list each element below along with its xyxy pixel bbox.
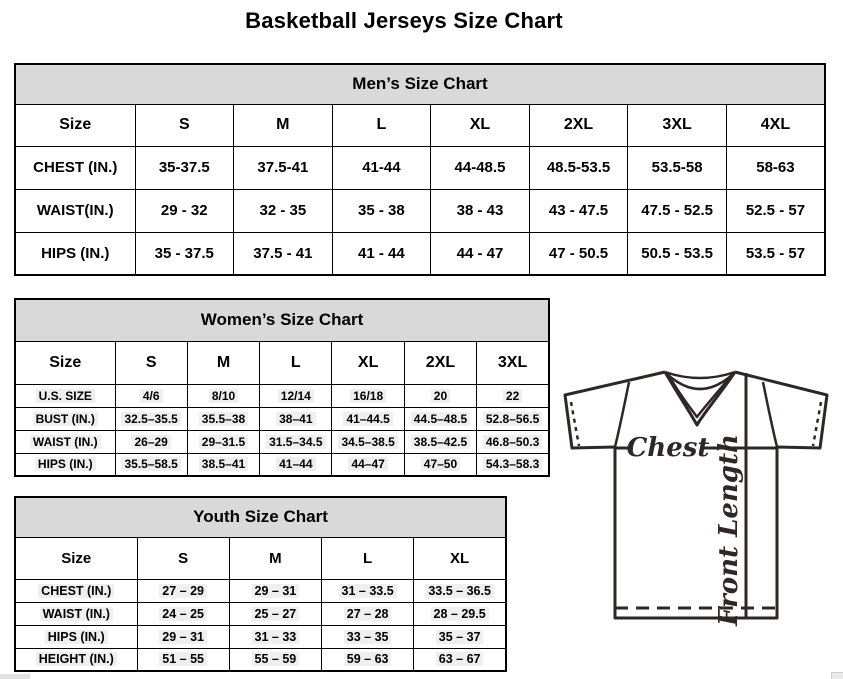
table-cell: 52.5 - 57	[726, 189, 825, 232]
cell-value: 29 – 31	[252, 584, 300, 598]
table-cell	[477, 430, 549, 453]
table-cell	[229, 579, 321, 602]
cell-value: 44–47	[348, 457, 387, 471]
cell-value: 41–44.5	[343, 412, 392, 426]
row-header: WAIST(IN.)	[15, 189, 135, 232]
table-cell	[187, 453, 259, 476]
collar-back-arc	[665, 372, 735, 378]
womens-size-chart-table	[14, 298, 550, 477]
table-cell: 37.5-41	[234, 146, 333, 189]
table-cell	[229, 625, 321, 648]
table-cell: 50.5 - 53.5	[628, 232, 727, 275]
table-cell: 35-37.5	[135, 146, 234, 189]
cell-value: 34.5–38.5	[338, 435, 397, 449]
row-header	[15, 407, 115, 430]
table-cell	[322, 625, 414, 648]
column-header: M	[234, 104, 333, 146]
row-header-label: WAIST (IN.)	[30, 435, 101, 449]
table-cell	[332, 384, 404, 407]
youth-table-title: Youth Size Chart	[15, 497, 506, 537]
table-cell	[477, 453, 549, 476]
row-header-label: HEIGHT (IN.)	[36, 652, 117, 666]
table-cell	[322, 602, 414, 625]
cell-value: 52.8–56.5	[483, 412, 542, 426]
column-header: XL	[414, 537, 506, 579]
column-header: 2XL	[529, 104, 628, 146]
table-cell	[260, 407, 332, 430]
row-header-label: CHEST (IN.)	[38, 584, 114, 598]
cell-value: 32.5–35.5	[121, 412, 180, 426]
table-cell: 37.5 - 41	[234, 232, 333, 275]
table-cell	[404, 453, 476, 476]
womens-table	[14, 298, 550, 477]
column-header: 3XL	[628, 104, 727, 146]
mens-size-chart-table	[14, 63, 826, 276]
cropped-edge-artifact	[831, 672, 843, 679]
cell-value: 16/18	[350, 389, 386, 403]
youth-size-chart-table	[14, 496, 507, 672]
column-header: L	[322, 537, 414, 579]
column-header: L	[260, 341, 332, 384]
table-cell	[137, 648, 229, 671]
cell-value: 22	[503, 389, 522, 403]
mens-table-title: Men’s Size Chart	[15, 64, 825, 104]
cell-value: 38.5–41	[199, 457, 248, 471]
column-header: 2XL	[404, 341, 476, 384]
cell-value: 24 – 25	[159, 607, 207, 621]
row-header	[15, 384, 115, 407]
column-header: XL	[332, 341, 404, 384]
cell-value: 55 – 59	[252, 652, 300, 666]
cell-value: 35 – 37	[436, 630, 484, 644]
row-header-label: BUST (IN.)	[33, 412, 98, 426]
table-cell: 43 - 47.5	[529, 189, 628, 232]
table-row	[15, 453, 549, 476]
column-header: S	[137, 537, 229, 579]
cell-value: 8/10	[209, 389, 238, 403]
table-cell: 29 - 32	[135, 189, 234, 232]
cell-value: 27 – 28	[344, 607, 392, 621]
cell-value: 63 – 67	[436, 652, 484, 666]
table-cell: 53.5-58	[628, 146, 727, 189]
table-row	[15, 602, 506, 625]
front-length-label: Front Length	[714, 434, 744, 626]
table-cell	[115, 384, 187, 407]
row-header: HIPS (IN.)	[15, 232, 135, 275]
table-cell	[137, 602, 229, 625]
table-row	[15, 625, 506, 648]
column-header: Size	[15, 537, 137, 579]
row-header	[15, 602, 137, 625]
cell-value: 51 – 55	[159, 652, 207, 666]
table-cell: 35 - 38	[332, 189, 431, 232]
cropped-edge-artifact	[0, 674, 30, 679]
table-row	[15, 384, 549, 407]
table-cell: 58-63	[726, 146, 825, 189]
table-cell: 48.5-53.5	[529, 146, 628, 189]
table-row	[15, 430, 549, 453]
table-cell: 47 - 50.5	[529, 232, 628, 275]
row-header	[15, 625, 137, 648]
row-header	[15, 648, 137, 671]
cell-value: 38–41	[276, 412, 315, 426]
cell-value: 33 – 35	[344, 630, 392, 644]
cell-value: 35.5–38	[199, 412, 248, 426]
table-cell: 35 - 37.5	[135, 232, 234, 275]
table-cell	[260, 384, 332, 407]
cell-value: 29 – 31	[159, 630, 207, 644]
cell-value: 26–29	[131, 435, 170, 449]
cell-value: 29–31.5	[199, 435, 248, 449]
womens-table-title: Women’s Size Chart	[15, 299, 549, 341]
row-header-label: WAIST (IN.)	[40, 607, 113, 621]
column-header: Size	[15, 104, 135, 146]
table-cell	[404, 407, 476, 430]
cell-value: 31 – 33	[252, 630, 300, 644]
youth-table	[14, 496, 507, 672]
cell-value: 12/14	[278, 389, 314, 403]
jersey-measurement-diagram	[551, 350, 843, 642]
table-cell	[187, 407, 259, 430]
table-cell: 41 - 44	[332, 232, 431, 275]
cell-value: 28 – 29.5	[431, 607, 489, 621]
table-cell	[477, 407, 549, 430]
cell-value: 4/6	[140, 389, 163, 403]
row-header-label: U.S. SIZE	[36, 389, 95, 403]
table-row	[15, 232, 825, 275]
table-cell: 32 - 35	[234, 189, 333, 232]
table-cell	[414, 602, 506, 625]
chest-label: Chest	[626, 433, 710, 463]
table-row	[15, 146, 825, 189]
table-cell	[414, 579, 506, 602]
table-cell	[404, 430, 476, 453]
cell-value: 59 – 63	[344, 652, 392, 666]
table-cell	[115, 407, 187, 430]
cell-value: 33.5 – 36.5	[425, 584, 494, 598]
cell-value: 44.5–48.5	[411, 412, 470, 426]
table-cell	[477, 384, 549, 407]
mens-table	[14, 63, 826, 276]
row-header-label: HIPS (IN.)	[35, 457, 96, 471]
cell-value: 20	[431, 389, 450, 403]
cell-value: 27 – 29	[159, 584, 207, 598]
cell-value: 38.5–42.5	[411, 435, 470, 449]
cell-value: 41–44	[276, 457, 315, 471]
table-cell	[332, 453, 404, 476]
table-cell: 41-44	[332, 146, 431, 189]
column-header: 3XL	[477, 341, 549, 384]
cell-value: 31 – 33.5	[339, 584, 397, 598]
table-cell	[260, 453, 332, 476]
row-header: CHEST (IN.)	[15, 146, 135, 189]
table-cell	[332, 430, 404, 453]
table-row	[15, 579, 506, 602]
cell-value: 47–50	[421, 457, 460, 471]
column-header: M	[229, 537, 321, 579]
column-header: Size	[15, 341, 115, 384]
cell-value: 31.5–34.5	[266, 435, 325, 449]
table-cell	[137, 579, 229, 602]
table-cell	[137, 625, 229, 648]
cell-value: 25 – 27	[252, 607, 300, 621]
table-cell	[187, 430, 259, 453]
column-header: M	[187, 341, 259, 384]
row-header	[15, 430, 115, 453]
column-header: 4XL	[726, 104, 825, 146]
table-cell	[115, 453, 187, 476]
row-header	[15, 453, 115, 476]
table-cell	[260, 430, 332, 453]
table-cell	[322, 579, 414, 602]
cell-value: 46.8–50.3	[483, 435, 542, 449]
table-cell	[229, 602, 321, 625]
table-cell	[115, 430, 187, 453]
table-row	[15, 407, 549, 430]
jersey-outline	[565, 372, 827, 618]
table-cell: 47.5 - 52.5	[628, 189, 727, 232]
column-header: S	[115, 341, 187, 384]
cell-value: 54.3–58.3	[483, 457, 542, 471]
column-header: XL	[431, 104, 530, 146]
table-cell	[332, 407, 404, 430]
table-cell: 44 - 47	[431, 232, 530, 275]
column-header: S	[135, 104, 234, 146]
cell-value: 35.5–58.5	[121, 457, 180, 471]
table-cell	[229, 648, 321, 671]
table-cell: 44-48.5	[431, 146, 530, 189]
row-header-label: HIPS (IN.)	[45, 630, 108, 644]
table-row	[15, 648, 506, 671]
row-header	[15, 579, 137, 602]
table-cell	[404, 384, 476, 407]
table-cell: 38 - 43	[431, 189, 530, 232]
table-cell	[322, 648, 414, 671]
page-title: Basketball Jerseys Size Chart	[245, 8, 563, 33]
table-row	[15, 189, 825, 232]
table-cell	[414, 648, 506, 671]
table-cell	[414, 625, 506, 648]
table-cell: 53.5 - 57	[726, 232, 825, 275]
column-header: L	[332, 104, 431, 146]
table-cell	[187, 384, 259, 407]
right-armhole-seam	[763, 382, 777, 447]
